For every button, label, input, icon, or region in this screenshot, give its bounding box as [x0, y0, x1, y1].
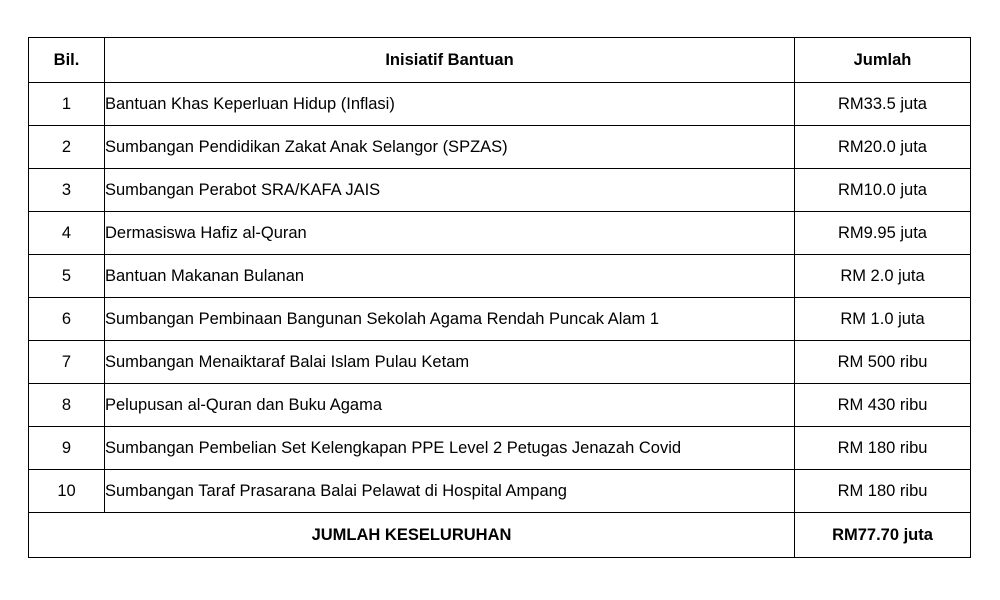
- bantuan-table: [28, 37, 971, 558]
- total-row: [29, 513, 971, 558]
- row-amount: RM10.0 juta: [795, 169, 971, 212]
- header-inisiatif: Inisiatif Bantuan: [105, 38, 795, 83]
- row-initiative: Sumbangan Perabot SRA/KAFA JAIS: [105, 169, 795, 212]
- row-number: 10: [29, 470, 105, 513]
- row-amount: RM20.0 juta: [795, 126, 971, 169]
- row-amount: RM 500 ribu: [795, 341, 971, 384]
- row-number: 8: [29, 384, 105, 427]
- row-initiative: Sumbangan Taraf Prasarana Balai Pelawat di Hospital Ampang: [105, 470, 795, 513]
- table-body: [29, 83, 971, 558]
- row-amount: RM33.5 juta: [795, 83, 971, 126]
- row-amount: RM9.95 juta: [795, 212, 971, 255]
- row-initiative: Pelupusan al-Quran dan Buku Agama: [105, 384, 795, 427]
- row-number: 9: [29, 427, 105, 470]
- table-row: [29, 83, 971, 126]
- row-amount: RM 180 ribu: [795, 427, 971, 470]
- row-initiative: Sumbangan Pendidikan Zakat Anak Selangor (SPZAS): [105, 126, 795, 169]
- table-row: [29, 470, 971, 513]
- row-number: 1: [29, 83, 105, 126]
- row-number: 4: [29, 212, 105, 255]
- row-initiative: Sumbangan Pembelian Set Kelengkapan PPE Level 2 Petugas Jenazah Covid: [105, 427, 795, 470]
- row-initiative: Bantuan Khas Keperluan Hidup (Inflasi): [105, 83, 795, 126]
- table-row: [29, 126, 971, 169]
- header-jumlah: Jumlah: [795, 38, 971, 83]
- row-number: 7: [29, 341, 105, 384]
- row-amount: RM 1.0 juta: [795, 298, 971, 341]
- row-amount: RM 2.0 juta: [795, 255, 971, 298]
- table-row: [29, 255, 971, 298]
- row-amount: RM 430 ribu: [795, 384, 971, 427]
- table-row: [29, 298, 971, 341]
- row-number: 2: [29, 126, 105, 169]
- row-number: 3: [29, 169, 105, 212]
- header-bil: Bil.: [29, 38, 105, 83]
- table-row: [29, 212, 971, 255]
- row-amount: RM 180 ribu: [795, 470, 971, 513]
- table-header: [29, 38, 971, 83]
- total-value: RM77.70 juta: [795, 513, 971, 558]
- row-number: 5: [29, 255, 105, 298]
- header-row: [29, 38, 971, 83]
- row-initiative: Sumbangan Pembinaan Bangunan Sekolah Agama Rendah Puncak Alam 1: [105, 298, 795, 341]
- table-row: [29, 169, 971, 212]
- table-row: [29, 384, 971, 427]
- row-initiative: Bantuan Makanan Bulanan: [105, 255, 795, 298]
- total-label: JUMLAH KESELURUHAN: [29, 513, 795, 558]
- row-number: 6: [29, 298, 105, 341]
- row-initiative: Dermasiswa Hafiz al-Quran: [105, 212, 795, 255]
- table-row: [29, 427, 971, 470]
- row-initiative: Sumbangan Menaiktaraf Balai Islam Pulau Ketam: [105, 341, 795, 384]
- table-row: [29, 341, 971, 384]
